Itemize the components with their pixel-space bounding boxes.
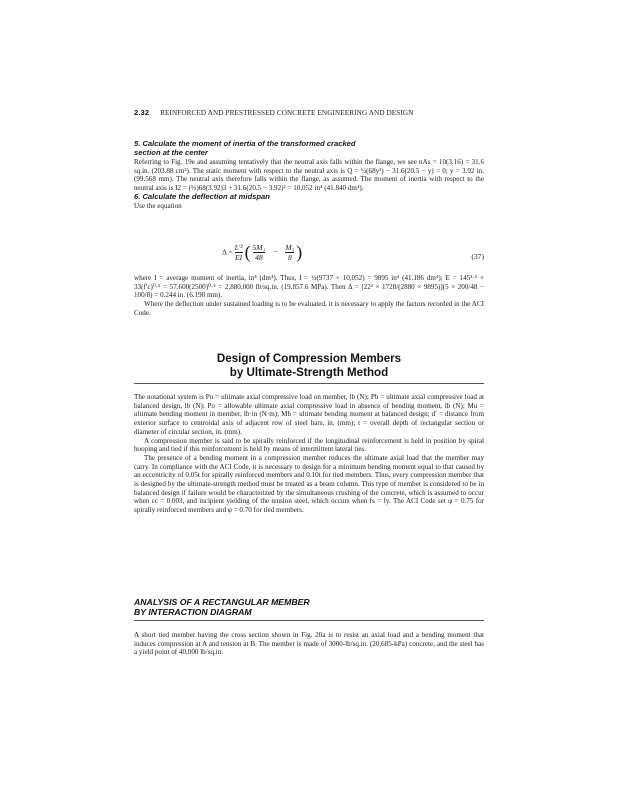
notation-paragraph: The notational system is Pu = ultimate axial compressive load on member, lb (N); Pb = ultimate axial compressive load at balanced design, lb (N); Po = allowable ultimate axial compressive load in absence of bending moment, lb (N); Mu = ultimate bending moment in member, lb·in (N·m); Mb = ultimate bending moment at balanced design; d′ = distance from exterior surface to centroidal axis of adjacent row of steel bars, in. (mm); t = overall depth of rectangular section or diameter of circular section, in. (mm). [134,393,484,436]
step6-where: where I = average moment of inertia, in⁴ (dm⁴). Thus, I = ½(9737 + 10,052) = 9895 in⁴ (41.186 dm⁴); E = 145¹·⁵ × 33(f′c)⁰·⁵ = 57,600(2500)⁰·⁵ = 2,880,000 lb/sq.in. (19,857.6 MPa). Then Δ = [22² × 1728/(2880 × 9895)](5 × 200/48 − 100/8) = 0.244 in. (6.198 mm). [134,274,484,300]
analysis-body: A short tied member having the cross section shown in Fig. 20a is to resist an axial load and a bending moment that induces compression at A and tension at B. The member is made of 3000-lb/sq.in. (20,685-kPa) concrete, and the steel has a yield point of 40,000 lb/sq.in. [134,631,484,657]
step5-heading-line2: section at the center [134,147,208,157]
right-paren: ) [296,242,303,262]
deflection-equation [134,240,484,272]
equation-lhs: Δ = [222,247,233,257]
analysis-body-block [134,631,484,657]
section-title-line2: by Ultimate-Strength Method [229,366,389,379]
term2-numerator: M₃ [285,243,295,252]
term2-fraction [285,243,294,262]
term1-fraction [253,243,266,262]
left-paren: ( [244,242,251,262]
term1-denominator: 48 [253,252,266,262]
section-title-line1: Design of Compression Members [216,352,402,365]
step6-sustained: Where the deflection under sustained loading is to be evaluated, it is necessary to apply the factors recorded in the ACI Code. [134,300,484,317]
step6-heading: 6. Calculate the deflection at midspan [134,191,270,201]
equation-coefficient [235,243,243,262]
step6-intro: Use the equation [134,201,182,210]
step5-block [134,140,484,210]
coef-numerator: L'² [234,243,243,252]
term2-denominator: 8 [285,252,294,262]
coef-denominator: EI [235,253,243,262]
analysis-rule [134,620,484,621]
analysis-title-line1: ANALYSIS OF A RECTANGULAR MEMBER [134,597,310,607]
step6-text [134,274,484,318]
analysis-title [134,597,484,617]
equation-body [222,242,302,263]
analysis-title-line2: BY INTERACTION DIAGRAM [134,607,252,617]
running-title: REINFORCED AND PRESTRESSED CONCRETE ENGINEERING AND DESIGN [160,109,414,117]
running-header [134,108,484,117]
step5-heading-line1: 5. Calculate the moment of inertia of the transformed cracked [134,139,356,148]
section-title [134,352,484,380]
section-rule [134,383,484,384]
step5-body: Referring to Fig. 19e and assuming tentatively that the neutral axis falls within the flange, we see nAs = 10(3.16) = 31.6 sq.in. (203.88 cm²). The static moment with respect to the neutral axis is Q = ½(68y²) − 31.6(20.5 − y) = 0; y = 3.92 in. (99.568 mm). The neutral axis therefore falls within the flange, as assumed. The moment of inertia with respect to the neutral axis is I2 = (⅓)68(3.92)3 + 31.6(20.5 − 3.92)² = 10,052 in⁴ (41.840 dm⁴). [134,157,484,192]
minus-sign: − [273,247,278,257]
term1-numerator: 5M₁ [252,243,266,252]
page-number: 2.32 [134,108,150,117]
section-body [134,393,484,515]
spiral-paragraph: A compression member is said to be spirally reinforced if the longitudinal reinforcement is held in position by spiral hooping and tied if this reinforcement is held by means of intermittent lateral ties. [134,436,484,454]
equation-number: (37) [471,252,484,261]
bending-paragraph: The presence of a bending moment in a compression member reduces the ultimate axial load that the member may carry. In compliance with the ACI Code, it is necessary to design for a minimum bending moment equal to that caused by an eccentricity of 0.05t for spirally reinforced members and 0.10t for tied members. Thus, every compression member that is designed by the ultimate-strength method must be treated as a beam column. This type of member is considered to be in balanced design if failure would be characterized by the simultaneous crushing of the concrete, which is assumed to occur when εc = 0.003, and incipient yielding of the tension steel, which occurs when fs = fy. The ACI Code set φ = 0.75 for spirally reinforced members and φ = 0.70 for tied members. [134,453,484,515]
